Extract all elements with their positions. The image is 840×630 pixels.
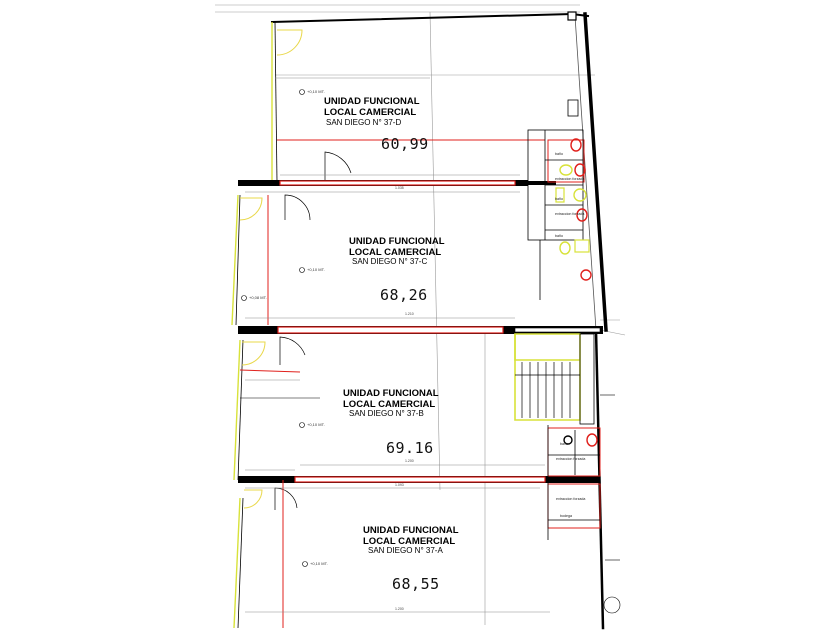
svg-text:1.035: 1.035 — [395, 186, 404, 190]
extraction-label-3: extraccion forzada — [556, 457, 586, 461]
unit-a-label — [363, 525, 459, 593]
svg-text:1.200: 1.200 — [405, 459, 414, 463]
level-marker-b — [300, 422, 325, 428]
level-marker-c2 — [242, 295, 267, 301]
unit-b-title1: UNIDAD FUNCIONAL — [343, 388, 439, 399]
bath-label-2: baño — [555, 197, 563, 201]
door-unit-d — [277, 30, 302, 55]
unit-b-label — [343, 388, 439, 457]
bath-label-4: baño — [560, 442, 568, 446]
level-text-d: +0,10 MT. — [307, 89, 325, 94]
level-text-c: +0,10 MT. — [307, 267, 325, 272]
bath-label-1: baño — [555, 152, 563, 156]
unit-a-area: 68,55 — [392, 575, 440, 593]
staircase — [515, 334, 594, 424]
level-text-c2: +0,08 MT. — [249, 295, 267, 300]
facade-outline — [232, 22, 272, 628]
unit-d-title2: LOCAL CAMERCIAL — [324, 107, 417, 118]
facade-lines — [236, 22, 277, 628]
door-unit-a — [244, 490, 262, 508]
unit-c-address: SAN DIEGO N° 37-C — [352, 257, 428, 266]
door-unit-c — [240, 198, 262, 220]
unit-d-area: 60,99 — [381, 135, 429, 153]
unit-d-label — [324, 96, 429, 153]
unit-c-label — [349, 236, 445, 304]
unit-c-title1: UNIDAD FUNCIONAL — [349, 236, 445, 247]
level-text-b: +0,10 MT. — [307, 422, 325, 427]
level-marker-a — [303, 561, 328, 567]
extraction-label-4: extraccion forzada — [556, 497, 586, 501]
extraction-label-2: extraccion forzada — [555, 212, 585, 216]
unit-a-title2: LOCAL CAMERCIAL — [363, 536, 456, 547]
unit-c-title2: LOCAL CAMERCIAL — [349, 247, 442, 258]
unit-d-title1: UNIDAD FUNCIONAL — [324, 96, 420, 107]
level-marker-d — [300, 89, 325, 95]
unit-d-address: SAN DIEGO N° 37-D — [326, 118, 402, 127]
unit-a-title1: UNIDAD FUNCIONAL — [363, 525, 459, 536]
storage-label: bodega — [560, 514, 572, 518]
unit-b-address: SAN DIEGO N° 37-B — [349, 409, 424, 418]
level-marker-c — [300, 267, 325, 273]
unit-b-title2: LOCAL CAMERCIAL — [343, 399, 436, 410]
level-text-a: +0,10 MT. — [310, 561, 328, 566]
bath-label-3: baño — [555, 234, 563, 238]
door-unit-b — [242, 342, 265, 365]
unit-b-area: 69.16 — [386, 439, 434, 457]
unit-a-address: SAN DIEGO N° 37-A — [368, 546, 443, 555]
extraction-label-1: extraccion forzada — [555, 177, 585, 181]
svg-text:1.210: 1.210 — [405, 312, 414, 316]
unit-c-area: 68,26 — [380, 286, 428, 304]
service-labels — [555, 152, 585, 518]
svg-text:1.093: 1.093 — [395, 483, 404, 487]
svg-text:1.200: 1.200 — [395, 607, 404, 611]
